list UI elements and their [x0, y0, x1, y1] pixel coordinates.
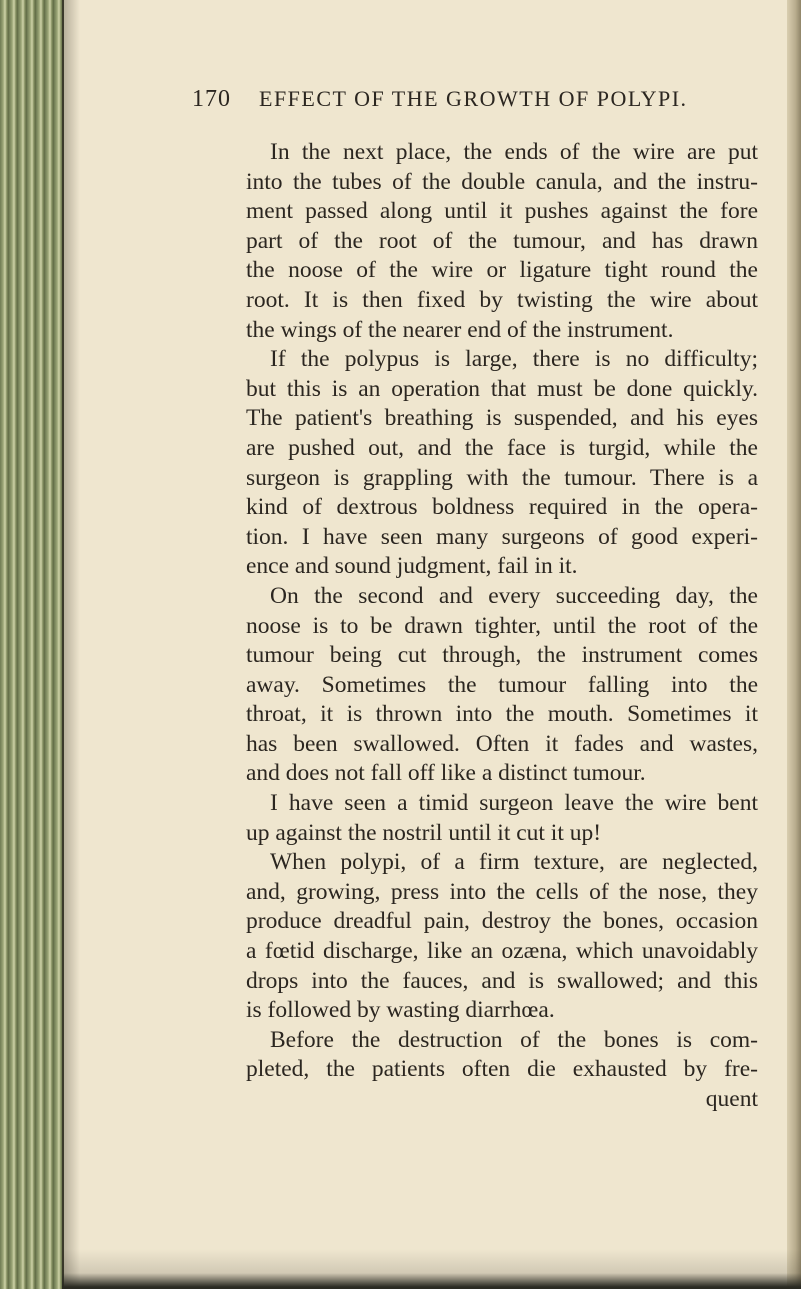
text-line: drops into the fauces, and is swallowed; and this: [246, 967, 758, 994]
text-line: part of the root of the tumour, and has drawn: [246, 227, 758, 254]
running-title: EFFECT OF THE GROWTH OF POLYPI.: [259, 86, 688, 111]
text-line: When polypi, of a firm texture, are neglected,: [270, 849, 758, 876]
text-line: pleted, the patients often die exhausted by fre-: [246, 1056, 758, 1083]
text-line: a fœtid discharge, like an ozæna, which unavoidably: [246, 938, 758, 965]
running-header: [192, 86, 752, 113]
text-line: but this is an operation that must be done quickly.: [246, 375, 758, 402]
text-line: The patient's breathing is suspended, and his eyes: [246, 405, 758, 432]
text-line: noose is to be drawn tighter, until the root of the: [246, 612, 758, 639]
text-line: I have seen a timid surgeon leave the wire bent: [270, 790, 758, 817]
page-bottom-edge: [62, 1249, 801, 1289]
page-number: 170: [192, 86, 231, 112]
text-line: ment passed along until it pushes against the fore: [246, 198, 758, 225]
text-line: and, growing, press into the cells of the nose, they: [246, 878, 758, 905]
text-line: away. Sometimes the tumour falling into the: [246, 671, 758, 698]
text-line: up against the nostril until it cut it up!: [246, 819, 602, 846]
gutter-shadow: [62, 0, 80, 1289]
text-line: surgeon is grappling with the tumour. There is a: [246, 464, 758, 491]
catchword: quent: [705, 1086, 758, 1112]
text-line: throat, it is thrown into the mouth. Sometimes it: [246, 701, 758, 728]
body-text: [246, 138, 758, 1115]
text-line: is followed by wasting diarrhœa.: [246, 997, 555, 1024]
text-line: tion. I have seen many surgeons of good experi-: [246, 523, 758, 550]
text-line: If the polypus is large, there is no difficulty;: [270, 346, 758, 373]
book-binding: [0, 0, 64, 1289]
text-line: Before the destruction of the bones is com-: [270, 1026, 758, 1053]
text-line: In the next place, the ends of the wire are put: [270, 139, 758, 165]
text-line: On the second and every succeeding day, the: [270, 582, 758, 609]
text-line: and does not fall off like a distinct tumour.: [246, 760, 646, 787]
page-edge: [787, 0, 801, 1289]
text-line: the wings of the nearer end of the instrument.: [246, 316, 674, 343]
text-line: the noose of the wire or ligature tight round the: [246, 257, 758, 284]
text-line: root. It is then fixed by twisting the wire about: [246, 286, 758, 313]
text-line: are pushed out, and the face is turgid, while the: [246, 434, 758, 461]
text-line: kind of dextrous boldness required in the opera-: [246, 494, 758, 521]
text-line: into the tubes of the double canula, and the instru-: [246, 168, 758, 195]
text-line: has been swallowed. Often it fades and wastes,: [246, 730, 758, 757]
text-line: ence and sound judgment, fail in it.: [246, 553, 578, 580]
text-line: produce dreadful pain, destroy the bones, occasion: [246, 908, 758, 935]
text-line: tumour being cut through, the instrument comes: [246, 642, 758, 669]
